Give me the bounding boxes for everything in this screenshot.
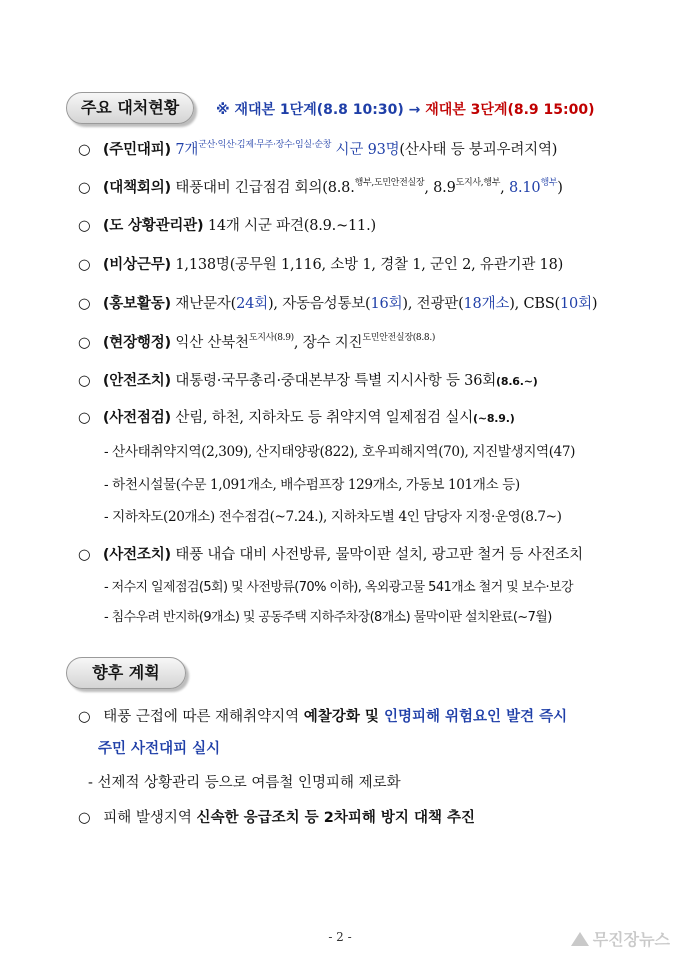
- pr-v1: 24회: [236, 296, 268, 312]
- meeting-text2: , 8.9: [424, 180, 456, 196]
- future-1a: 태풍 근접에 따른 재해취약지역: [103, 709, 304, 725]
- item-label: (주민대피): [102, 142, 171, 158]
- meeting-text3: ,: [500, 180, 509, 196]
- meeting-text4: ): [557, 180, 563, 196]
- bullet: ○: [78, 410, 91, 426]
- item-text: 14개 시군 파견(8.9.~11.): [207, 218, 376, 234]
- item-safety: [78, 369, 538, 390]
- pr-t4: ), CBS(: [509, 296, 561, 312]
- item-text: 1,138명(공무원 1,116, 소방 1, 경찰 1, 군인 2, 유관기관 18): [175, 257, 564, 273]
- section-title-status: 주요 대처현황: [66, 92, 194, 124]
- field-s1: 도지사(8.9): [248, 333, 294, 343]
- bullet: ○: [78, 218, 91, 234]
- item-precheck: [78, 406, 515, 427]
- future-2b: 신속한 응급조치 등 2차피해 방지 대책 추진: [196, 810, 476, 826]
- item-label: (홍보활동): [102, 296, 171, 312]
- item-evacuation: [78, 137, 557, 159]
- stage-header: [216, 99, 595, 119]
- item-pr: [78, 292, 597, 313]
- premeasure-sub-1: - 저수지 일제점검(5회) 및 사전방류(70% 이하), 옥외광고물 541개소 철거 및 보수·보강: [104, 580, 573, 595]
- field-s2: 도민안전실장(8.8.): [362, 333, 436, 343]
- stage-header-highlight: 재대본 3단계(8.9 15:00): [425, 102, 595, 118]
- pr-v2: 16회: [370, 296, 403, 312]
- precheck-sub-1: - 산사태취약지역(2,309), 산지태양광(822), 호우피해지역(70), 지진발생지역(47): [104, 444, 576, 460]
- item-field: [78, 330, 435, 352]
- item-label: (비상근무): [102, 257, 171, 273]
- evac-counties: 군산·익산·김제·무주·장수·임실·순창: [198, 140, 332, 150]
- item-label: (사전점검): [102, 410, 171, 426]
- bullet: ○: [78, 547, 91, 563]
- bullet: ○: [78, 810, 91, 826]
- bullet: ○: [78, 335, 91, 351]
- pr-t3: ), 전광판(: [402, 296, 464, 312]
- section-title-future: 향후 계획: [66, 657, 186, 689]
- item-label: (현장행정): [102, 335, 171, 351]
- bullet: ○: [78, 257, 91, 273]
- item-meeting: [78, 175, 563, 197]
- premeasure-sub-2: - 침수우려 반지하(9개소) 및 공동주택 지하주차장(8개소) 물막이판 설치완료(~7월): [104, 610, 552, 625]
- meeting-date3: 8.10: [508, 180, 541, 196]
- precheck-sub-2: - 하천시설물(수문 1,091개소, 배수펌프장 129개소, 가동보 101개소 등): [104, 477, 520, 493]
- pr-v3: 18개소: [463, 296, 510, 312]
- future-1c: 인명피해 위험요인 발견 즉시: [383, 709, 568, 725]
- item-text: 태풍 내습 대비 사전방류, 물막이판 설치, 광고판 철거 등 사전조치: [175, 547, 583, 563]
- bullet: ○: [78, 296, 91, 312]
- item-label: (안전조치): [102, 373, 171, 389]
- meeting-text1: 태풍대비 긴급점검 회의(8.8.: [175, 180, 355, 196]
- pr-t2: ), 자동음성통보(: [267, 296, 371, 312]
- pr-t1: 재난문자(: [175, 296, 237, 312]
- item-label: (도 상황관리관): [102, 218, 204, 234]
- bullet: ○: [78, 373, 91, 389]
- meeting-sup3: 행부: [540, 178, 558, 188]
- precheck-sub-3: - 지하차도(20개소) 전수점검(~7.24.), 지하차도별 4인 담당자 지정·운영(8.7~): [104, 509, 562, 525]
- bullet: ○: [78, 709, 91, 725]
- bullet: ○: [78, 180, 91, 196]
- future-item-1-cont: 주민 사전대피 실시: [98, 741, 221, 757]
- item-tail: (8.6.~): [496, 375, 538, 388]
- item-label: (대책회의): [102, 180, 171, 196]
- watermark-text: 무진장뉴스: [592, 930, 670, 949]
- pr-v4: 10회: [560, 296, 592, 312]
- item-text: 산림, 하천, 지하차도 등 취약지역 일제점검 실시: [175, 410, 473, 426]
- future-sub-1: - 선제적 상황관리 등으로 여름철 인명피해 제로화: [88, 775, 401, 791]
- future-item-1: [78, 705, 567, 726]
- bullet: ○: [78, 142, 91, 158]
- evac-count: 7개: [175, 142, 199, 158]
- item-emergency: [78, 253, 563, 274]
- item-text: 대통령·국무총리·중대본부장 특별 지시사항 등 36회: [175, 373, 497, 389]
- future-item-2: [78, 806, 475, 827]
- field-t1: 익산 산북천: [175, 335, 249, 351]
- future-2a: 피해 발생지역: [103, 810, 197, 826]
- meeting-sup1: 행부,도민안전실장: [354, 178, 425, 188]
- field-t2: , 장수 지진: [293, 335, 363, 351]
- item-control: [78, 214, 376, 235]
- meeting-sup2: 도지사,행부: [455, 178, 501, 188]
- watermark: [571, 927, 670, 950]
- item-label: (사전조치): [102, 547, 171, 563]
- page-number: - 2 -: [328, 930, 352, 944]
- item-premeasure: [78, 543, 583, 564]
- future-1b: 예찰강화 및: [303, 709, 384, 725]
- evac-tail: (산사태 등 붕괴우려지역): [399, 142, 558, 158]
- pr-t5: ): [591, 296, 598, 312]
- item-tail: (~8.9.): [473, 412, 515, 425]
- evac-mid: 시군: [331, 142, 368, 158]
- stage-header-prefix: ※ 재대본 1단계(8.8 10:30) →: [216, 102, 426, 118]
- watermark-logo-icon: [571, 932, 589, 946]
- evac-people: 93명: [367, 142, 400, 158]
